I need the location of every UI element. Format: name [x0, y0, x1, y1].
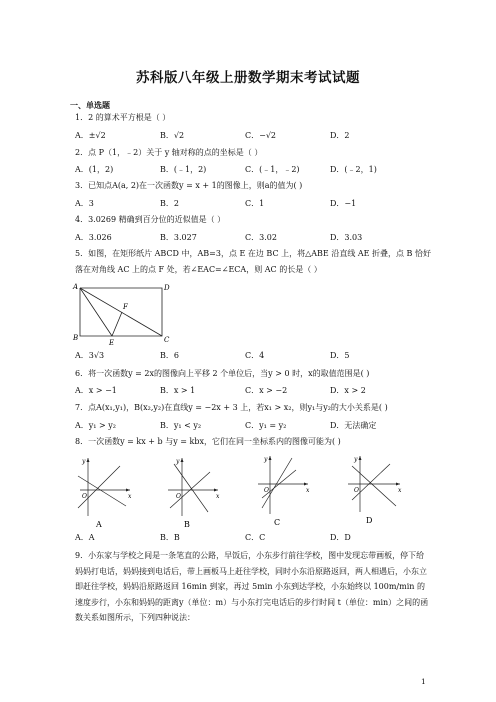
q8-option-a: A．A — [75, 533, 95, 542]
graph-c-y-label: y — [264, 456, 268, 463]
graph-a-y-label: y — [82, 458, 86, 465]
graph-b-x-label: x — [216, 493, 220, 500]
page-title: 苏科版八年级上册数学期末考试试题 — [136, 70, 360, 86]
q3-option-a: A．3 — [75, 199, 94, 208]
q8-option-c: C．C — [245, 533, 266, 542]
graph-a-caption: A — [96, 520, 102, 529]
q1-option-b: B．√2 — [160, 131, 185, 140]
q1-option-c: C．−√2 — [245, 131, 277, 140]
q4-option-b: B．3.027 — [160, 233, 197, 242]
q7-option-b: B．y₁ < y₂ — [160, 421, 202, 430]
graph-d-y-label: y — [354, 456, 358, 463]
q4-option-d: D．3.03 — [330, 233, 363, 242]
q4-stem: 4．3.0269 精确到百分位的近似值是（ ） — [75, 215, 226, 224]
q6-option-c: C．x > −2 — [245, 386, 288, 395]
q6-option-b: B．x > 1 — [160, 386, 196, 395]
q2-option-c: C．(﹣1，﹣2) — [245, 165, 300, 174]
graph-b-caption: B — [184, 520, 190, 529]
label-f: F — [123, 303, 128, 311]
q8-stem: 8．一次函数y = kx + b 与y = kbx，它们在同一坐标系内的图像可能为( ) — [75, 437, 341, 446]
q6-stem: 6．将一次函数y = 2x的图像向上平移 2 个单位后，当y > 0 时，x的取值范围是( ) — [75, 369, 370, 378]
q1-option-d: D．2 — [330, 131, 350, 140]
q5-option-c: C．4 — [245, 351, 265, 360]
page-number: 1 — [421, 677, 426, 686]
q5-option-a: A．3√3 — [75, 351, 105, 360]
q9-text: 9．小东家与学校之间是一条笔直的公路，早饭后，小东步行前往学校，图中发现忘带画板，停下给妈妈打电话，妈妈接到电话后，带上画板马上赶往学校，同时小东沿原路返回，两人相遇后，小东立即赶往学校，妈妈沿原路返回 16min 到家，再过 5min 小东到达学校，小东始终以 100m/min 的速度步行，小东和妈妈的距离y（单位：m）与小东打完电话后的步行时间 t（单位：min）之间的函数关系如图所示，下列四种说法： — [75, 551, 429, 622]
q4-option-a: A．3.026 — [75, 233, 112, 242]
q8-option-d: D．D — [330, 533, 351, 542]
q2-stem: 2．点 P（1，﹣2）关于 y 轴对称的点的坐标是（ ） — [75, 148, 263, 157]
q2-option-a: A．(1，2) — [75, 165, 114, 174]
graph-d-x-label: x — [398, 487, 402, 494]
graph-c-caption: C — [274, 518, 281, 527]
graph-c-x-label: x — [306, 487, 310, 494]
q3-option-c: C．1 — [245, 199, 265, 208]
graph-c — [258, 456, 310, 527]
q2-option-b: B．(﹣1，2) — [160, 165, 207, 174]
q1-option-a: A．±√2 — [75, 131, 106, 140]
graph-a-x-label: x — [128, 493, 132, 500]
graph-d — [348, 456, 402, 525]
label-c: C — [164, 336, 170, 344]
section-heading: 一、单选题 — [70, 100, 110, 110]
q3-option-b: B．2 — [160, 199, 179, 208]
graph-d-caption: D — [366, 516, 373, 525]
q5-option-d: D．5 — [330, 351, 350, 360]
q5-text: 5．如图，在矩形纸片 ABCD 中，AB=3，点 E 在边 BC 上，将△ABE 沿直线 AE 折叠，点 B 恰好落在对角线 AC 上的点 F 处，若∠EAC=∠ECA，则 AC 的长是（ ） — [75, 249, 431, 274]
graph-b-origin: O — [176, 493, 181, 500]
q8-graphs — [70, 450, 430, 530]
q1-stem: 1．2 的算术平方根是（ ） — [75, 113, 171, 122]
label-a: A — [73, 283, 79, 291]
q5-rectangle-figure — [70, 280, 180, 348]
q6-option-a: A．x > −1 — [75, 386, 117, 395]
graph-b — [168, 458, 220, 529]
graph-a-origin: O — [82, 493, 87, 500]
q7-option-d: D．无法确定 — [330, 421, 377, 430]
q4-option-c: C．3.02 — [245, 233, 277, 242]
label-d: D — [164, 284, 170, 292]
q5-option-b: B．6 — [160, 351, 179, 360]
q7-option-a: A．y₁ > y₂ — [75, 421, 117, 430]
q3-option-d: D．−1 — [330, 199, 357, 208]
graph-b-y-label: y — [176, 458, 180, 465]
graph-d-origin: O — [354, 487, 359, 494]
q3-stem: 3．已知点A(a, 2)在一次函数y = x + 1的图像上，则a的值为( ) — [75, 181, 303, 190]
q6-option-d: D．x > 2 — [330, 386, 366, 395]
graph-a — [78, 458, 132, 529]
label-b: B — [73, 334, 79, 342]
q7-option-c: C．y₁ = y₂ — [245, 421, 287, 430]
label-e: E — [109, 339, 115, 347]
q2-option-d: D．(﹣2，1) — [330, 165, 377, 174]
q7-stem: 7．点A(x₁,y₁)，B(x₂,y₂)在直线y = −2x + 3 上，若x₁ > x₂，则y₁与y₂的大小关系是( ) — [75, 403, 388, 412]
q8-option-b: B．B — [160, 533, 180, 542]
graph-c-origin: O — [264, 487, 269, 494]
